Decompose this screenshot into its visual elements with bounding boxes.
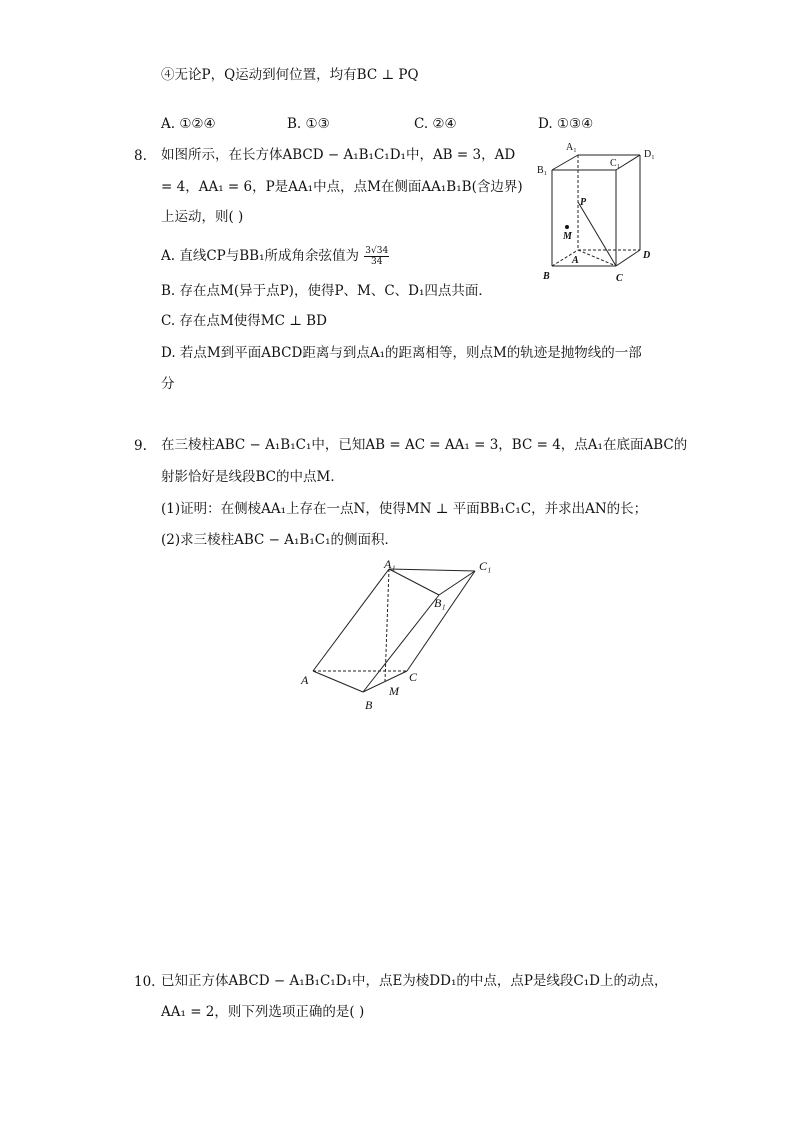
segment-a-c bbox=[578, 250, 616, 266]
q8-option-a-text: A. 直线CP与BB₁所成角余弦值为 bbox=[161, 248, 359, 264]
q8-option-c: C. 存在点M使得MC ⊥ BD bbox=[161, 313, 327, 329]
q9-stem-line2: 射影恰好是线段BC的中点M． bbox=[161, 469, 344, 485]
edge-a1-c1 bbox=[389, 569, 475, 571]
q9-part-1: (1)证明：在侧棱AA₁上存在一点N，使得MN ⊥ 平面BB₁C₁C，并求出AN的长； bbox=[161, 501, 648, 517]
fraction-denominator: 34 bbox=[371, 257, 383, 267]
label-b1: B₁ bbox=[537, 165, 548, 176]
label-a1: A₁ bbox=[566, 142, 577, 153]
q9-part-2: (2)求三棱柱ABC − A₁B₁C₁的侧面积． bbox=[161, 532, 399, 548]
label-d: D bbox=[643, 250, 651, 261]
label-m: M bbox=[389, 684, 399, 698]
segment-a1-m bbox=[385, 569, 389, 681]
label-c: C bbox=[409, 670, 418, 684]
prev-option-a: A. ①②④ bbox=[161, 116, 216, 132]
q10-number: 10. bbox=[134, 974, 156, 990]
q8-option-b: B. 存在点M(异于点P)，使得P、M、C、D₁四点共面． bbox=[161, 283, 492, 299]
edge-b1-c1 bbox=[439, 571, 475, 595]
q10-stem-line2: AA₁ = 2，则下列选项正确的是( ) bbox=[161, 1004, 365, 1020]
q10-stem-line1: 已知正方体ABCD − A₁B₁C₁D₁中，点E为棱DD₁的中点，点P是线段C₁D上的动点， bbox=[161, 973, 668, 989]
label-p: P bbox=[580, 197, 587, 208]
prev-item-4: ④无论P，Q运动到何位置，均有BC ⊥ PQ bbox=[161, 67, 419, 83]
prev-option-c: C. ②④ bbox=[414, 116, 457, 132]
prev-option-d: D. ①③④ bbox=[538, 116, 594, 132]
q8-option-d-line2: 分 bbox=[161, 376, 175, 392]
label-a: A bbox=[301, 673, 309, 687]
q9-stem-line1: 在三棱柱ABC − A₁B₁C₁中，已知AB = AC = AA₁ = 3，BC = 4，点A₁在底面ABC的 bbox=[161, 437, 688, 453]
fraction-numerator: 3√34 bbox=[365, 246, 389, 256]
q8-number: 8. bbox=[134, 148, 147, 164]
q8-cuboid-figure bbox=[530, 138, 670, 288]
q9-prism-figure bbox=[295, 555, 510, 715]
q8-option-a-fraction bbox=[364, 246, 389, 267]
label-b: B bbox=[365, 698, 373, 712]
q8-stem-line2: = 4，AA₁ = 6，P是AA₁中点，点M在侧面AA₁B₁B(含边界) bbox=[161, 179, 523, 195]
q9-number: 9. bbox=[134, 438, 147, 454]
prev-option-b: B. ①③ bbox=[287, 116, 330, 132]
edge-a-b bbox=[313, 671, 363, 692]
q8-option-a bbox=[161, 246, 389, 267]
label-a1: A₁ bbox=[384, 557, 396, 571]
label-c: C bbox=[616, 273, 623, 284]
edge-c1-c bbox=[407, 571, 475, 671]
point-m bbox=[565, 225, 569, 229]
q8-option-d-line1: D. 若点M到平面ABCD距离与到点A₁的距离相等，则点M的轨迹是抛物线的一部 bbox=[161, 345, 642, 361]
q8-stem-line3: 上运动，则( ) bbox=[161, 209, 244, 225]
edge-a1-a bbox=[313, 569, 389, 671]
q8-stem-line1: 如图所示，在长方体ABCD − A₁B₁C₁D₁中，AB = 3，AD bbox=[161, 147, 516, 163]
label-d1: D₁ bbox=[644, 149, 655, 160]
edge-b1-b bbox=[363, 595, 439, 692]
label-c1: C₁ bbox=[479, 559, 492, 573]
label-m: M bbox=[563, 231, 572, 242]
label-a: A bbox=[572, 255, 579, 266]
edge-c-d bbox=[616, 250, 640, 266]
label-b: B bbox=[543, 271, 550, 282]
label-c1: C₁ bbox=[610, 158, 621, 169]
label-b1: B₁ bbox=[434, 596, 446, 610]
segment-p-c bbox=[578, 202, 616, 266]
edge-a1-b1 bbox=[389, 569, 439, 595]
edge-b1-a1 bbox=[552, 155, 578, 170]
